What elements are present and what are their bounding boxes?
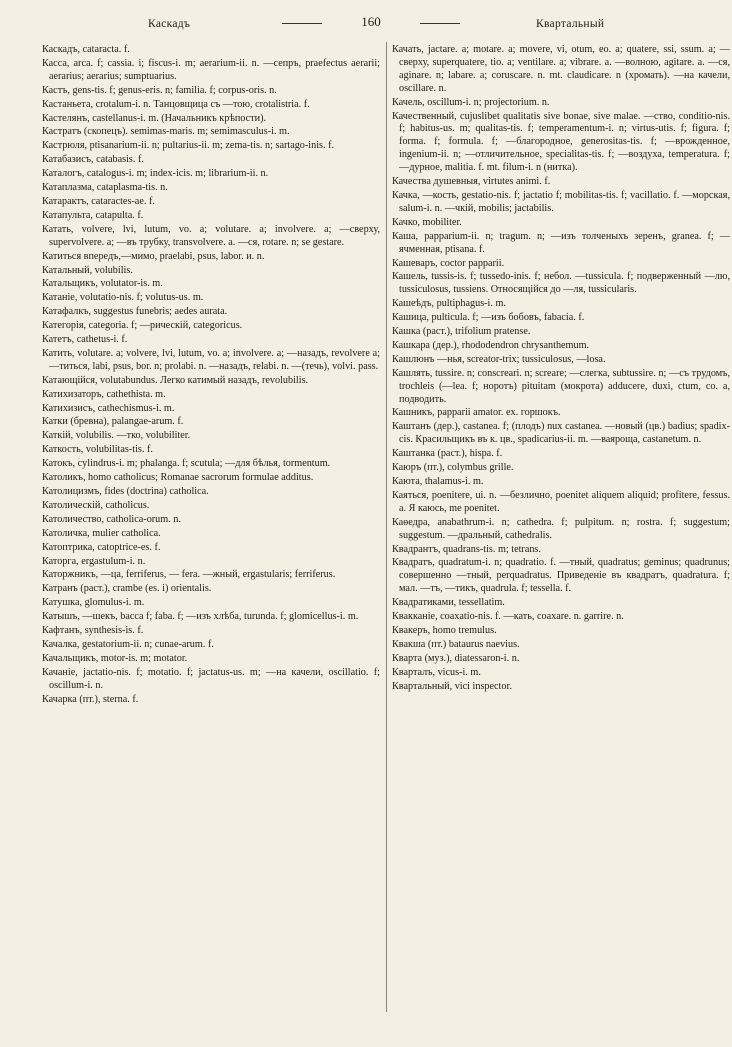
dictionary-entry: Кварталъ, vicus-i. m.	[392, 666, 481, 678]
dictionary-entry: Катихизаторъ, cathethista. m.	[42, 388, 166, 400]
dictionary-entry: Кашлюнъ —нья, screator-trix; tussiculosus, —losa.	[392, 353, 606, 365]
dictionary-entry: Катапульта, catapulta. f.	[42, 209, 144, 221]
dictionary-entry: Катафалкъ, suggestus funebris; aedes aurata.	[42, 306, 228, 318]
dictionary-entry: Катальный, volubilis.	[42, 264, 133, 276]
dictionary-entry: Кастъ, gens-tis. f; genus-eris. n; familia. f; corpus-oris. n.	[42, 84, 277, 96]
dictionary-entry: Каталогъ, catalogus-i. m; index-icis. m; librarium-ii. n.	[42, 168, 269, 180]
dictionary-entry: Каѳедра, anabathrum-i. n; cathedra. f; pulpitum. n; rostra. f; suggestum; suggestum. —дральный, cathedralis.	[392, 516, 730, 541]
dictionary-entry: Кашица, pulticula. f; —изъ бобовъ, fabacia. f.	[392, 312, 585, 324]
dictionary-entry: Качель, oscillum-i. n; projectorium. n.	[392, 96, 550, 108]
dictionary-entry: Католичка, mulier catholica.	[42, 527, 161, 539]
dictionary-entry: Катетъ, cathetus-i. f.	[42, 334, 128, 346]
dictionary-entry: Катки (бревна), palangae-arum. f.	[42, 416, 184, 428]
dictionary-entry: Каскадъ, cataracta. f.	[42, 44, 130, 55]
dictionary-entry: Каштанка (раст.), hispa. f.	[392, 448, 503, 460]
dictionary-entry: Катышъ, —шекъ, bacca f; faba. f; —изъ хлѣба, turunda. f; glomicellus-i. m.	[42, 611, 359, 623]
dictionary-entry: Квадрантъ, quadrans-tis. m; tetrans.	[392, 543, 541, 555]
dictionary-entry: Католицизмъ, fides (doctrina) catholica.	[42, 486, 209, 497]
dictionary-entry: Квакканіе, coaxatio-nis. f. —кать, coaxare. n. garrire. n.	[392, 611, 624, 623]
dictionary-entry: Кварта (муз.), diatessaron-i. n.	[392, 652, 520, 664]
dictionary-entry: Касса, arca. f; cassia. i; fiscus-i. m; aerarium-ii. n. —сепръ, praefectus aerarii; aerarius; aerarius; sumptuarius.	[42, 57, 380, 82]
dictionary-entry: Качества душевныя, virtutes animi. f.	[392, 176, 551, 188]
dictionary-entry: Катарактъ, cataractes-ae. f.	[42, 195, 155, 207]
dictionary-entry: Кашникъ, papparii amator. ex. горшокъ.	[392, 407, 561, 419]
dictionary-entry: Каштанъ (дер.), castanea. f; (плодъ) nux castanea. —новый (цв.) badius; spadix-cis. Красильщикъ въ к. цв., spadicarius-ii. m. —ваяроща, castanetum. n.	[392, 421, 730, 446]
dictionary-entry: Катаніе, volutatio-nis. f; volutus-us. m.	[42, 292, 204, 304]
dictionary-entry: Кастелянъ, castellanus-i. m. (Начальникъ крѣпости).	[42, 112, 267, 124]
dictionary-entry: Катранъ (раст.), crambe (es. i) orientalis.	[42, 583, 212, 595]
dictionary-entry: Каюта, thalamus-i. m.	[392, 476, 484, 487]
dictionary-entry: Катушка, glomulus-i. m.	[42, 597, 145, 609]
dictionary-entry: Каюръ (пт.), colymbus grille.	[392, 462, 514, 474]
dictionary-entry: Квакеръ, homo tremulus.	[392, 624, 497, 636]
dictionary-entry: Католичество, catholica-orum. n.	[42, 513, 181, 525]
column-divider	[386, 42, 387, 1012]
dictionary-entry: Кашка (раст.), trifolium pratense.	[392, 326, 531, 338]
left-column	[42, 44, 380, 708]
dictionary-entry: Катабазисъ, catabasis. f.	[42, 154, 144, 166]
dictionary-entry: Кастаньета, crotalum-i. n. Танцовщица съ —тою, crotalistria. f.	[42, 98, 310, 110]
dictionary-entry: Кафтанъ, synthesis-is. f.	[42, 625, 144, 637]
dictionary-entry: Катать, volvere, lvi, lutum, vo. a; volutare. a; involvere. a; —сверху, supervolvere. a; —въ трубку, transvolvere. a. —ся, rotare. n; se gestare.	[42, 223, 380, 248]
dictionary-entry: Католическій, catholicus.	[42, 499, 150, 511]
dictionary-entry: Качать, jactare. a; motare. a; movere, vi, otum, eo. a; quatere, ssi, ssum. a; —сверху, superquatere, tio. a; ventilare. a; vibrare. a. —волною, agitare. a. —ся, aginare. n; labare. a; coruscare. n. mt. claudicare. n (хромать). —на качели, oscillare. n.	[392, 44, 730, 94]
dictionary-entry: Катить, volutare. a; volvere, lvi, lutum, vo. a; involvere. a; —назадъ, revolvere a; —титься, labi, psus, bor. n; prolabi. n. —назадъ, relabi. n. —(течь), volvi. pass.	[42, 347, 380, 372]
dictionary-entry: Католикъ, homo catholicus; Romanae sacrorum formulae additus.	[42, 472, 314, 484]
dictionary-entry: Квадратъ, quadratum-i. n; quadratio. f. —тный, quadratus; geminus; quadrunus; совершенно —тный, perquadratus. Приведеніе въ квадратъ, quadratura. f; мал. —тъ, —тикъ, quadrula. f; tessella. f.	[392, 557, 730, 595]
dictionary-entry: Квакша (пт.) bataurus naevius.	[392, 638, 520, 650]
dictionary-entry: Катаплазма, cataplasma-tis. n.	[42, 182, 168, 194]
dictionary-entry: Кастрюля, ptisanarium-ii. n; pultarius-ii. m; zema-tis. n; sartago-inis. f.	[42, 140, 335, 152]
dictionary-entry: Каша, papparium-ii. n; tragum. n; —изъ толченыхъ зеренъ, granea. f; —ячменная, ptisana. f.	[392, 230, 730, 255]
dictionary-entry: Кашкара (дер.), rhododendron chrysanthemum.	[392, 339, 590, 351]
dictionary-entry: Кашеѣдъ, pultiphagus-i. m.	[392, 298, 506, 310]
dictionary-entry: Кастратъ (скопецъ). semimas-maris. m; semimasculus-i. m.	[42, 126, 290, 138]
dictionary-entry: Каяться, poenitere, ui. n. —безлично, poenitet aliquem aliquid; profitere, fessus. a. Я каюсь, me poenitet.	[392, 489, 730, 514]
dictionary-entry: Качалка, gestatorium-ii. n; cunae-arum. f.	[42, 638, 214, 650]
dictionary-entry: Кашель, tussis-is. f; tussedo-inis. f; небол. —tussicula. f; подверженный —лю, tussiculosus, tussiens. Относящійся до —ля, tussicularis.	[392, 271, 730, 296]
dictionary-entry: Качка, —кость, gestatio-nis. f; jactatio f; mobilitas-tis. f; vacillatio. f. —морская, salum-i. n. —чкій, mobilis; jactabilis.	[392, 189, 730, 214]
dictionary-entry: Качаніе, jactatio-nis. f; motatio. f; jactatus-us. m; —на качели, oscillatio. f; oscillum-i. n.	[42, 666, 380, 691]
dictionary-entry: Катиться впередъ,—мимо, praelabi, psus, labor. и. n.	[42, 250, 265, 262]
page-number: 160	[326, 14, 416, 30]
dictionary-entry: Категорія, categoria. f; —рическій, categoricus.	[42, 320, 243, 332]
dictionary-entry: Качарка (пт.), sterna. f.	[42, 693, 139, 705]
dictionary-entry: Качко, mobiliter.	[392, 216, 462, 228]
dictionary-entry: Катающійся, volutabundus. Легко катимый назадъ, revolubilis.	[42, 374, 309, 386]
right-column	[392, 44, 730, 695]
dictionary-entry: Кашлять, tussire. n; conscreari. n; screare; —слегка, subtussire. n; —съ трудомъ, trochleis (—lea. f; норотъ) pituitam (мокрота) adducere, duxi, ctum, co. a, подводить.	[392, 367, 730, 405]
dictionary-entry: Каторжникъ, —ца, ferriferus, — fera. —жный, ergastularis; ferriferus.	[42, 569, 336, 581]
dictionary-entry: Каткій, volubilis. —тко, volubiliter.	[42, 430, 191, 442]
dictionary-entry: Катокъ, cylindrus-i. m; phalanga. f; scutula; —для бѣлья, tormentum.	[42, 458, 331, 470]
header-left-guide-word: Каскадъ	[148, 18, 191, 30]
dictionary-entry: Квартальный, vici inspector.	[392, 680, 512, 692]
dictionary-entry: Качественный, cujuslibet qualitatis sive bonae, sive malae. —ство, conditio-nis. f; habitus-us. m; qualitas-tis. f; temperamentum-i. n; virtus-utis. f; figura. f; forma. f; formula. f; —благородное, generositas-tis. f; —врожденное, ingenium-ii. n; —отличительное, specialitas-tis. f; —воздуха, temperatura. f; —дурное, malitia. f. mt. filum-i. n (нитка).	[392, 110, 730, 174]
dictionary-entry: Каткость, volubilitas-tis. f.	[42, 444, 153, 456]
header-right-guide-word: Квартальный	[536, 18, 605, 30]
dictionary-entry: Катоптрика, catoptrice-es. f.	[42, 541, 161, 553]
dictionary-entry: Катальщикъ, volutator-is. m.	[42, 278, 163, 290]
dictionary-entry: Катихизисъ, cathechismus-i. m.	[42, 402, 175, 414]
page-header	[40, 14, 700, 36]
dictionary-entry: Качальщикъ, motor-is. m; motator.	[42, 652, 188, 664]
dictionary-entry: Квадратиками, tessellatim.	[392, 597, 505, 609]
dictionary-entry: Кашеваръ, coctor papparii.	[392, 257, 505, 269]
dictionary-entry: Каторга, ergastulum-i. n.	[42, 555, 146, 567]
